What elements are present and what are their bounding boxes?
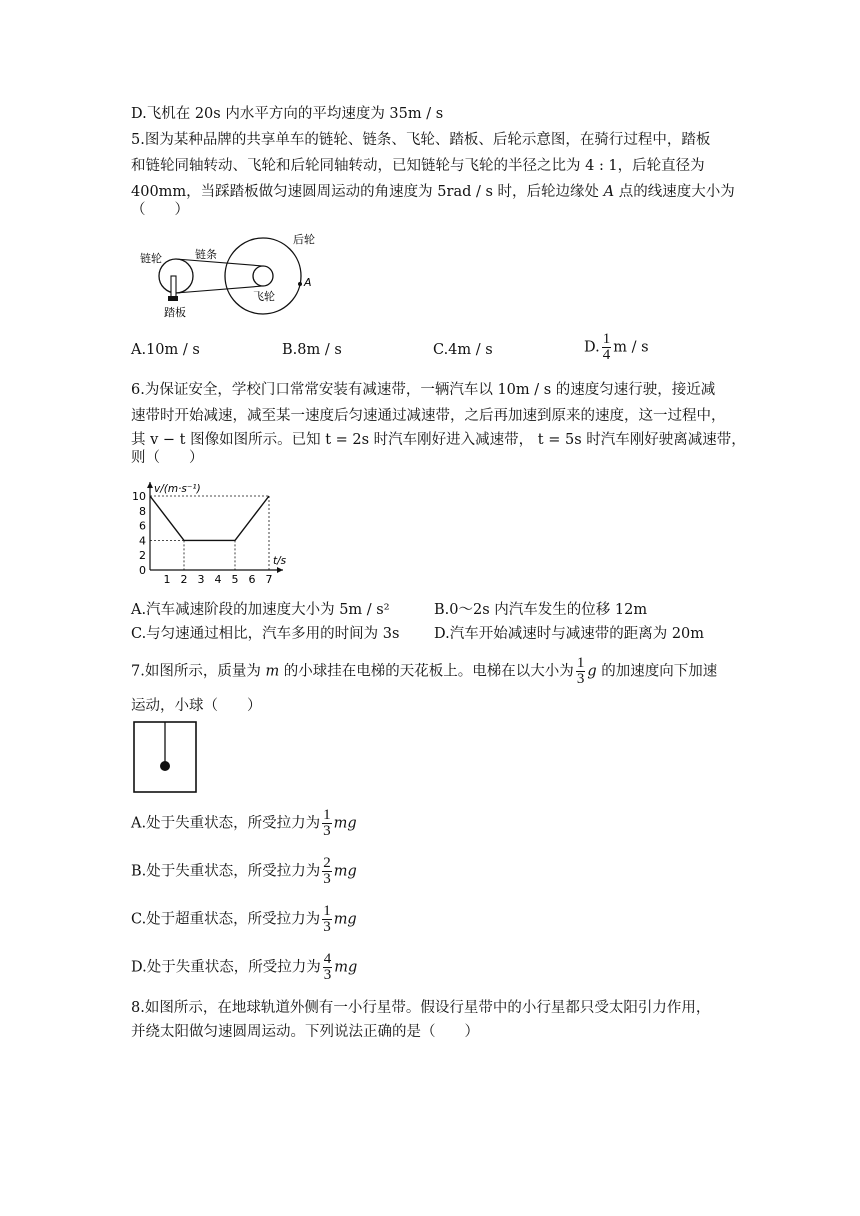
y-tick-label: 4 bbox=[139, 534, 146, 548]
label-taban: 踏板 bbox=[164, 306, 186, 319]
y-axis-label: v/(m·s⁻¹) bbox=[154, 483, 201, 495]
flywheel-circle bbox=[253, 266, 273, 286]
q8-stem-line1: 8.如图所示，在地球轨道外侧有一小行星带。假设行星带中的小行星都只受太阳引力作用， bbox=[131, 1000, 711, 1016]
q5-option-a: A.10m / s bbox=[131, 342, 200, 358]
label-lianlun: 链轮 bbox=[140, 252, 162, 265]
y-tick-label: 6 bbox=[139, 519, 146, 533]
x-tick-label: 7 bbox=[265, 573, 273, 586]
pedal-crank bbox=[171, 276, 176, 298]
label-feilun: 飞轮 bbox=[253, 290, 275, 303]
q6-stem-line3: 其 v − t 图像如图所示。已知 t = 2s 时汽车刚好进入减速带， t = 5s 时汽车刚好驶离减速带， bbox=[131, 432, 746, 448]
bicycle-transmission-diagram bbox=[128, 226, 328, 322]
y-tick-label: 0 bbox=[139, 564, 146, 577]
q6-option-d: D.汽车开始减速时与减速带的距离为 20m bbox=[434, 626, 705, 642]
q7-stem-line2: 运动，小球（ ） bbox=[131, 698, 262, 714]
x-axis-arrow bbox=[277, 567, 283, 573]
q5-option-d: D. $\frac{1}{4}$ m / s bbox=[584, 331, 649, 363]
vt-series-line bbox=[150, 496, 269, 540]
q7-option-c: C.处于超重状态，所受拉力为 $\frac{1}{3}$ mg bbox=[131, 903, 357, 935]
x-tick-label: 6 bbox=[248, 573, 256, 586]
q7-option-b: B.处于失重状态，所受拉力为 $\frac{2}{3}$ mg bbox=[131, 855, 357, 887]
elevator-diagram bbox=[133, 721, 199, 795]
label-liantiao: 链条 bbox=[195, 248, 217, 261]
x-tick-label: 3 bbox=[197, 573, 205, 586]
q6-option-a: A.汽车减速阶段的加速度大小为 5m / s² bbox=[131, 602, 390, 618]
q6-option-c: C.与匀速通过相比，汽车多用的时间为 3s bbox=[131, 626, 400, 642]
y-tick-label: 10 bbox=[132, 490, 146, 503]
y-tick-label: 2 bbox=[139, 549, 146, 563]
pedal bbox=[168, 296, 178, 301]
y-tick-label: 8 bbox=[139, 504, 146, 518]
label-point-a: A bbox=[304, 276, 312, 289]
x-tick-label: 2 bbox=[180, 573, 188, 586]
x-tick-label: 5 bbox=[231, 573, 239, 586]
q5-option-b: B.8m / s bbox=[282, 342, 342, 358]
y-axis-arrow bbox=[147, 482, 153, 488]
q7-stem-line1: 7.如图所示，质量为 m 的小球挂在电梯的天花板上。电梯在以大小为 $\frac{1}{3}$ g 的加速度向下加速 bbox=[131, 655, 718, 687]
q6-stem-line1: 6.为保证安全，学校门口常常安装有减速带，一辆汽车以 10m / s 的速度匀速行驶，接近减 bbox=[131, 382, 716, 398]
vt-graph bbox=[128, 474, 288, 586]
label-houlun: 后轮 bbox=[293, 233, 315, 246]
q6-option-b: B.0～2s 内汽车发生的位移 12m bbox=[434, 602, 648, 618]
ball bbox=[160, 761, 170, 771]
q5-option-c: C.4m / s bbox=[433, 342, 493, 358]
x-tick-label: 1 bbox=[163, 573, 171, 586]
q6-stem-line2: 速带时开始减速，减至某一速度后匀速通过减速带，之后再加速到原来的速度，这一过程中， bbox=[131, 408, 726, 424]
q8-stem-line2: 并绕太阳做匀速圆周运动。下列说法正确的是（ ） bbox=[131, 1024, 479, 1040]
q5-stem-line4: （ ） bbox=[131, 202, 189, 218]
x-axis-label: t/s bbox=[273, 555, 287, 567]
q5-stem-line1: 5.图为某种品牌的共享单车的链轮、链条、飞轮、踏板、后轮示意图，在骑行过程中，踏板 bbox=[131, 132, 711, 148]
q4-option-d: D.飞机在 20s 内水平方向的平均速度为 35m / s bbox=[131, 106, 444, 122]
q6-stem-line4: 则（ ） bbox=[131, 450, 204, 466]
q7-option-d: D.处于失重状态，所受拉力为 $\frac{4}{3}$ mg bbox=[131, 951, 358, 983]
x-tick-label: 4 bbox=[214, 573, 222, 586]
point-a-dot bbox=[298, 282, 302, 286]
q5-stem-line2: 和链轮同轴转动、飞轮和后轮同轴转动，已知链轮与飞轮的半径之比为 4 : 1，后轮直径为 bbox=[131, 158, 705, 174]
q5-stem-line3: 400mm，当踩踏板做匀速圆周运动的角速度为 5rad / s 时，后轮边缘处 A 点的线速度大小为 bbox=[131, 184, 735, 200]
q7-option-a: A.处于失重状态，所受拉力为 $\frac{1}{3}$ mg bbox=[131, 807, 357, 839]
